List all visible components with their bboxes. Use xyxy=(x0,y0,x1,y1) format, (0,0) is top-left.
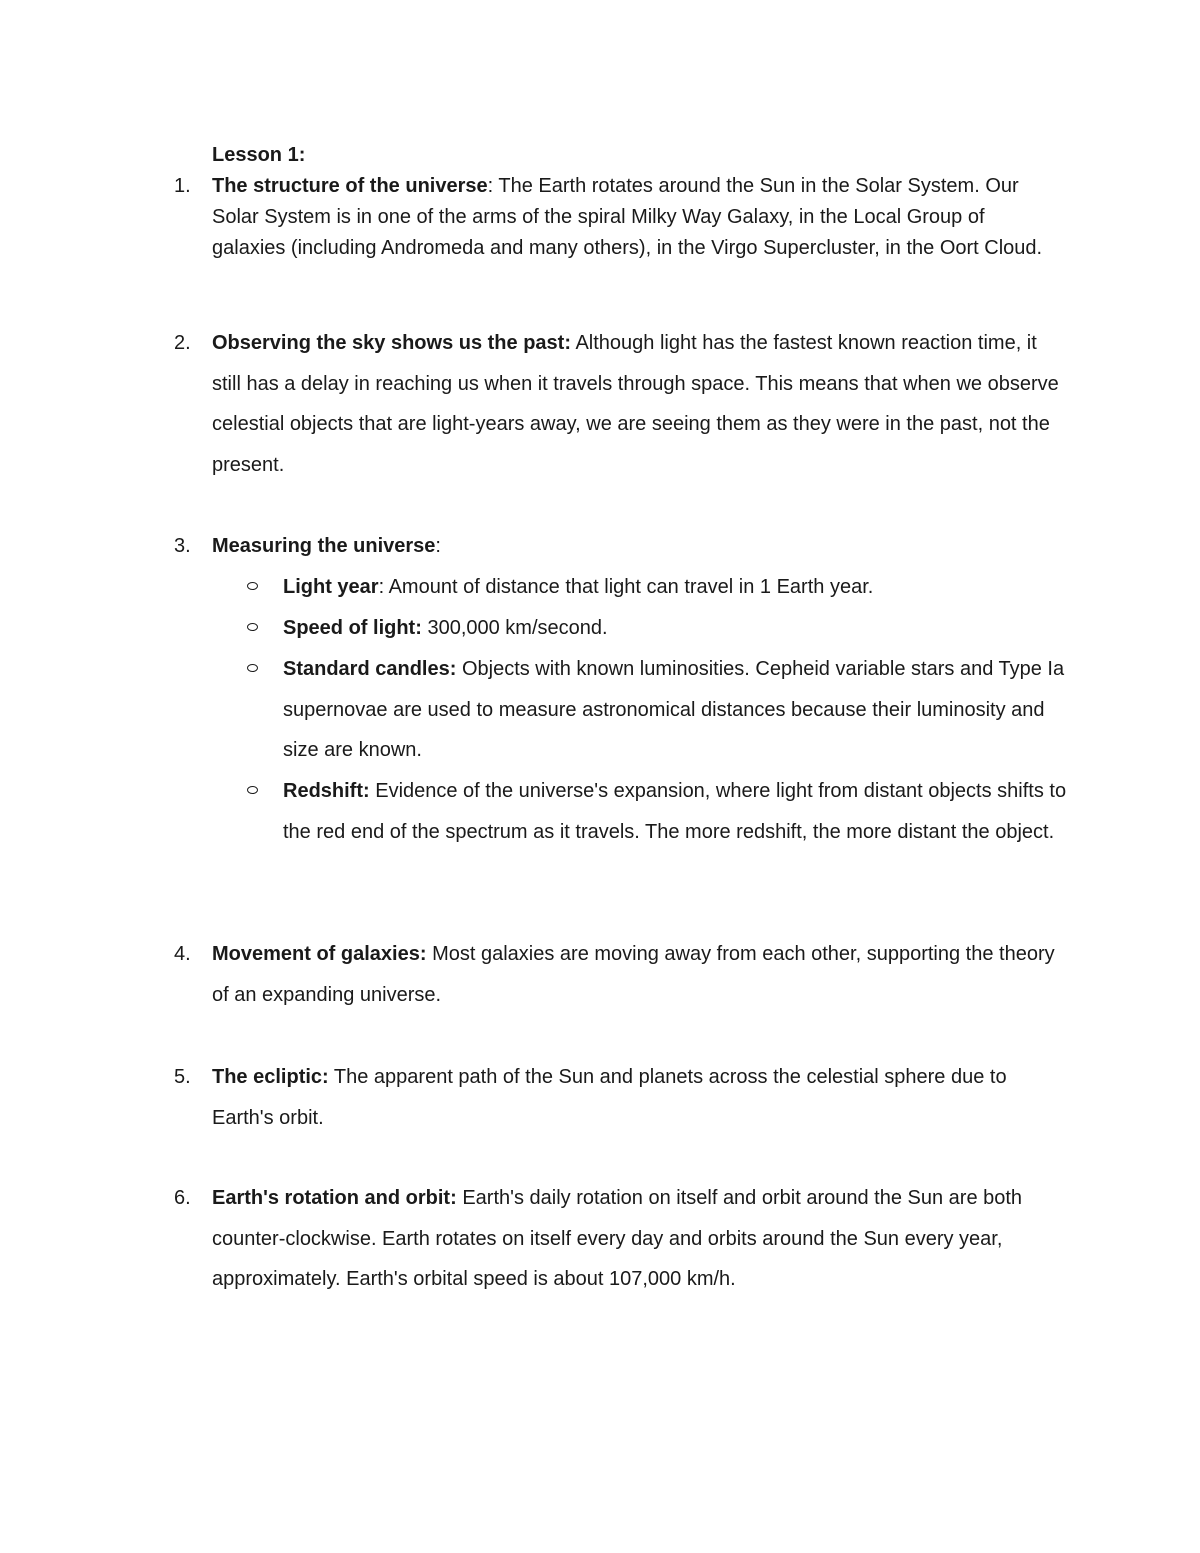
item-term: Observing the sky shows us the past: xyxy=(212,332,571,354)
item-number: 2. xyxy=(174,332,191,354)
sub-item-term: Light year xyxy=(283,576,379,598)
item-term: Measuring the universe xyxy=(212,535,436,557)
item-text: Although light has the fastest known reaction time, it still has a delay in reaching us when it travels through space. This means that when we observe celestial objects that are light-years away, we are seeing them as they were in the past, not the present. xyxy=(212,332,1059,477)
list-item-1 xyxy=(174,171,1062,264)
list-item-6 xyxy=(174,1178,1062,1300)
sub-item-colon: : xyxy=(378,576,385,598)
item-colon: : xyxy=(487,175,494,197)
item-number: 3. xyxy=(174,535,191,557)
item-term: Movement of galaxies: xyxy=(212,943,427,965)
list-item-3 xyxy=(174,526,1062,567)
item-text: Earth's daily rotation on itself and orbit around the Sun are both counter-clockwise. Earth rotates on itself every day and orbits around the Sun every year, approximately. Earth's orbital speed is about 107,000 km/h. xyxy=(212,1187,1023,1291)
hollow-bullet-icon xyxy=(247,623,258,631)
hollow-bullet-icon xyxy=(247,664,258,672)
list-item-5 xyxy=(174,1057,1062,1138)
sub-item-redshift xyxy=(283,771,1073,852)
sub-item-standard-candles xyxy=(283,649,1073,771)
item-term: Earth's rotation and orbit: xyxy=(212,1187,457,1209)
sub-item-text: Objects with known luminosities. Cepheid variable stars and Type Ia supernovae are used to measure astronomical distances because their luminosity and size are known. xyxy=(283,658,1065,762)
hollow-bullet-icon xyxy=(247,786,258,794)
item-text: The Earth rotates around the Sun in the Solar System. Our Solar System is in one of the arms of the spiral Milky Way Galaxy, in the Local Group of galaxies (including Andromeda and many others), in the Virgo Supercluster, in the Oort Cloud. xyxy=(212,175,1043,259)
sub-item-light-year xyxy=(283,567,1073,608)
list-item-4 xyxy=(174,934,1062,1015)
item-term: The structure of the universe xyxy=(212,175,488,197)
item-number: 1. xyxy=(174,175,191,197)
item-text: Most galaxies are moving away from each other, supporting the theory of an expanding universe. xyxy=(212,943,1055,1006)
item-number: 6. xyxy=(174,1187,191,1209)
sub-item-term: Standard candles: xyxy=(283,658,457,680)
sub-item-term: Redshift: xyxy=(283,780,370,802)
item-number: 4. xyxy=(174,943,191,965)
item-colon: : xyxy=(435,535,441,557)
hollow-bullet-icon xyxy=(247,582,258,590)
item-number: 5. xyxy=(174,1066,191,1088)
list-item-2 xyxy=(174,323,1062,486)
sub-item-text: Evidence of the universe's expansion, where light from distant objects shifts to the red end of the spectrum as it travels. The more redshift, the more distant the object. xyxy=(283,780,1067,843)
item-term: The ecliptic: xyxy=(212,1066,329,1088)
lesson-title: Lesson 1: xyxy=(212,144,306,166)
sub-item-text: Amount of distance that light can travel in 1 Earth year. xyxy=(384,576,874,598)
sub-item-term: Speed of light: xyxy=(283,617,422,639)
sub-item-text: 300,000 km/second. xyxy=(421,617,608,639)
sub-item-speed-of-light xyxy=(283,608,1073,649)
item-text: The apparent path of the Sun and planets across the celestial sphere due to Earth's orbit. xyxy=(212,1066,1007,1129)
